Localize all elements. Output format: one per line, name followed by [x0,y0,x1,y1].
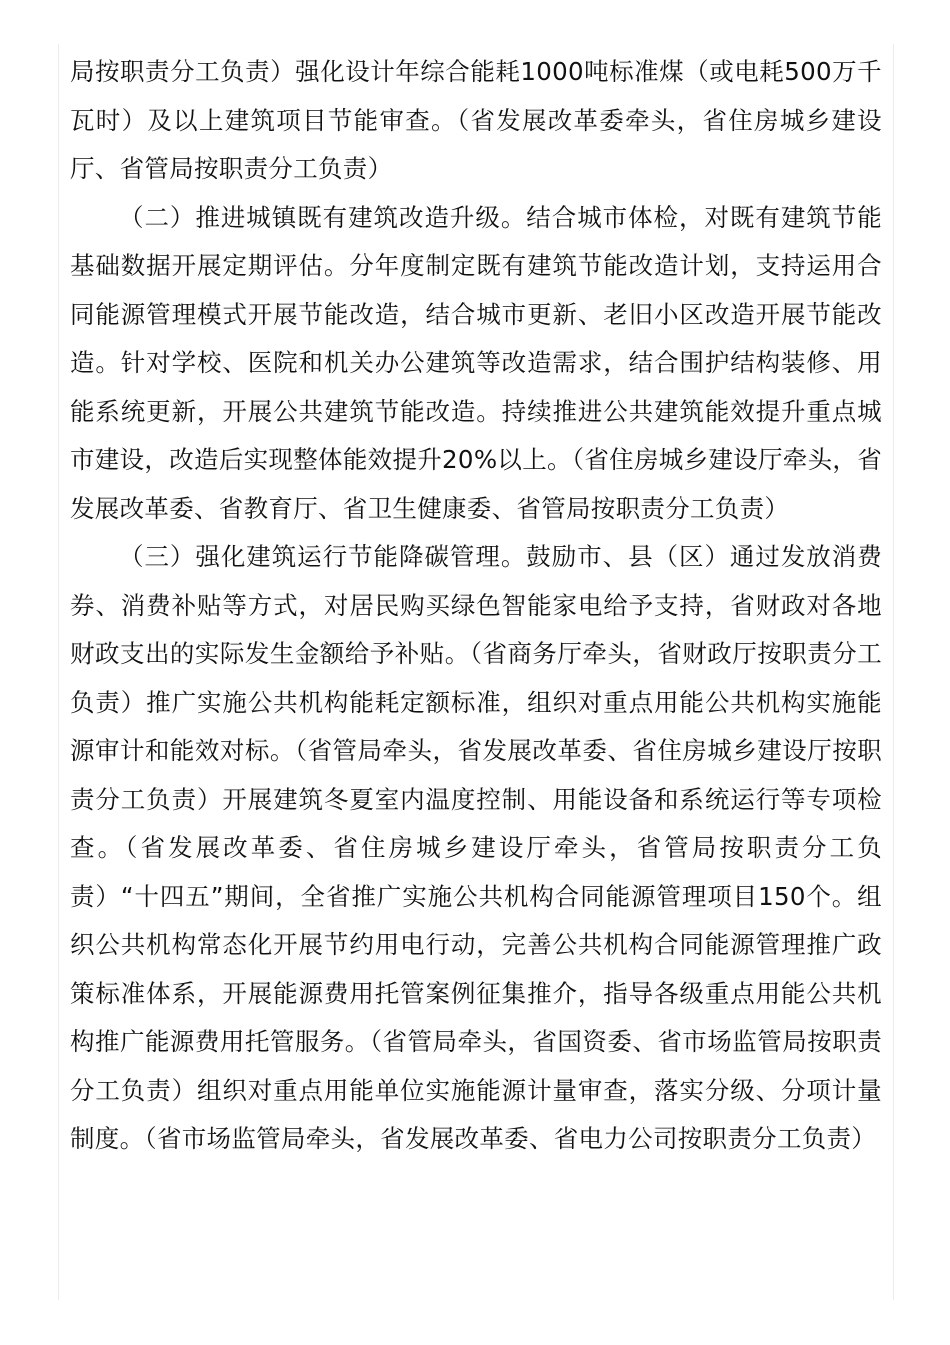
document-body [70,48,882,1164]
paragraph-continuation: 局按职责分工负责）强化设计年综合能耗1000吨标准煤（或电耗500万千瓦时）及以上建筑项目节能审查。（省发展改革委牵头，省住房城乡建设厅、省管局按职责分工负责） [70,57,882,183]
paragraph-section-3: （三）强化建筑运行节能降碳管理。鼓励市、县（区）通过发放消费券、消费补贴等方式，对居民购买绿色智能家电给予支持，省财政对各地财政支出的实际发生金额给予补贴。（省商务厅牵头，省财政厅按职责分工负责）推广实施公共机构能耗定额标准，组织对重点用能公共机构实施能源审计和能效对标。（省管局牵头，省发展改革委、省住房城乡建设厅按职责分工负责）开展建筑冬夏室内温度控制、用能设备和系统运行等专项检查。（省发展改革委、省住房城乡建设厅牵头，省管局按职责分工负责）“十四五”期间，全省推广实施公共机构合同能源管理项目150个。组织公共机构常态化开展节约用电行动，完善公共机构合同能源管理推广政策标准体系，开展能源费用托管案例征集推介，指导各级重点用能公共机构推广能源费用托管服务。（省管局牵头，省国资委、省市场监管局按职责分工负责）组织对重点用能单位实施能源计量审查，落实分级、分项计量制度。（省市场监管局牵头，省发展改革委、省电力公司按职责分工负责） [70,542,882,1153]
paragraph-section-2: （二）推进城镇既有建筑改造升级。结合城市体检，对既有建筑节能基础数据开展定期评估。分年度制定既有建筑节能改造计划，支持运用合同能源管理模式开展节能改造，结合城市更新、老旧小区改造开展节能改造。针对学校、医院和机关办公建筑等改造需求，结合围护结构装修、用能系统更新，开展公共建筑节能改造。持续推进公共建筑能效提升重点城市建设，改造后实现整体能效提升20%以上。（省住房城乡建设厅牵头，省发展改革委、省教育厅、省卫生健康委、省管局按职责分工负责） [70,202,882,523]
